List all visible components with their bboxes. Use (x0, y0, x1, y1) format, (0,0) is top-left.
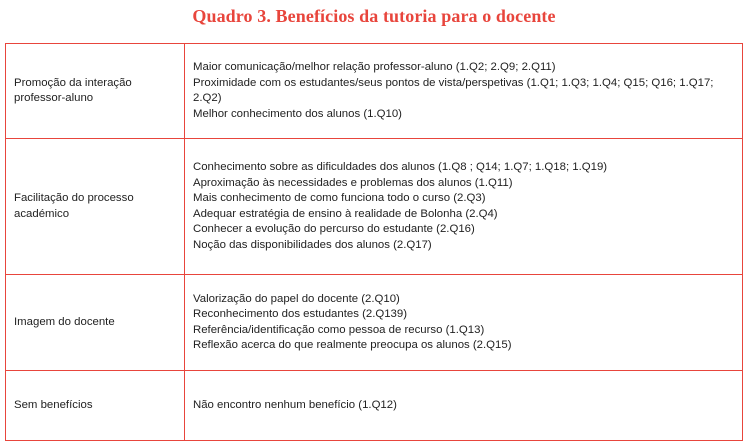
items-cell (185, 44, 743, 139)
table-row-imagem-docente (6, 275, 743, 371)
list-item: Reflexão acerca do que realmente preocupa os alunos (2.Q15) (193, 339, 512, 351)
list-item: Reconhecimento dos estudantes (2.Q139) (193, 308, 408, 320)
items-cell (185, 371, 743, 441)
list-item: Valorização do papel do docente (2.Q10) (193, 292, 400, 305)
table-row-interacao (6, 44, 743, 139)
items-cell (185, 275, 743, 371)
list-item: Maior comunicação/melhor relação professor-aluno (1.Q2; 2.Q9; 2.Q11) (193, 61, 556, 73)
list-item: Mais conhecimento de como funciona todo o curso (2.Q3) (193, 192, 486, 204)
list-item: Adequar estratégia de ensino à realidade de Bolonha (2.Q4) (193, 207, 498, 220)
category-cell: Facilitação do processo académico (6, 139, 185, 275)
list-item: Conhecer a evolução do percurso do estudante (2.Q16) (193, 223, 475, 235)
table-row-processo-academico (6, 139, 743, 275)
list-item: Conhecimento sobre as dificuldades dos alunos (1.Q8 ; Q14; 1.Q7; 1.Q18; 1.Q19) (193, 161, 608, 173)
table-title: Quadro 3. Benefícios da tutoria para o docente (192, 6, 556, 26)
list-item: Melhor conhecimento dos alunos (1.Q10) (193, 107, 402, 120)
category-cell: Imagem do docente (6, 275, 185, 371)
items-cell (185, 139, 743, 275)
list-item: Proximidade com os estudantes/seus pontos de vista/perspetivas (1.Q1; 1.Q3; 1.Q4; Q15; Q16; 1.Q17; 2.Q2) (193, 76, 714, 104)
table-row-sem-beneficios (6, 371, 743, 441)
category-cell: Promoção da interação professor-aluno (6, 44, 185, 139)
list-item: Referência/identificação como pessoa de recurso (1.Q13) (193, 323, 485, 336)
benefits-table (5, 43, 743, 441)
category-cell: Sem benefícios (6, 371, 185, 441)
list-item: Não encontro nenhum benefício (1.Q12) (193, 398, 397, 411)
list-item: Aproximação às necessidades e problemas dos alunos (1.Q11) (193, 176, 513, 189)
list-item: Noção das disponibilidades dos alunos (2.Q17) (193, 238, 432, 251)
